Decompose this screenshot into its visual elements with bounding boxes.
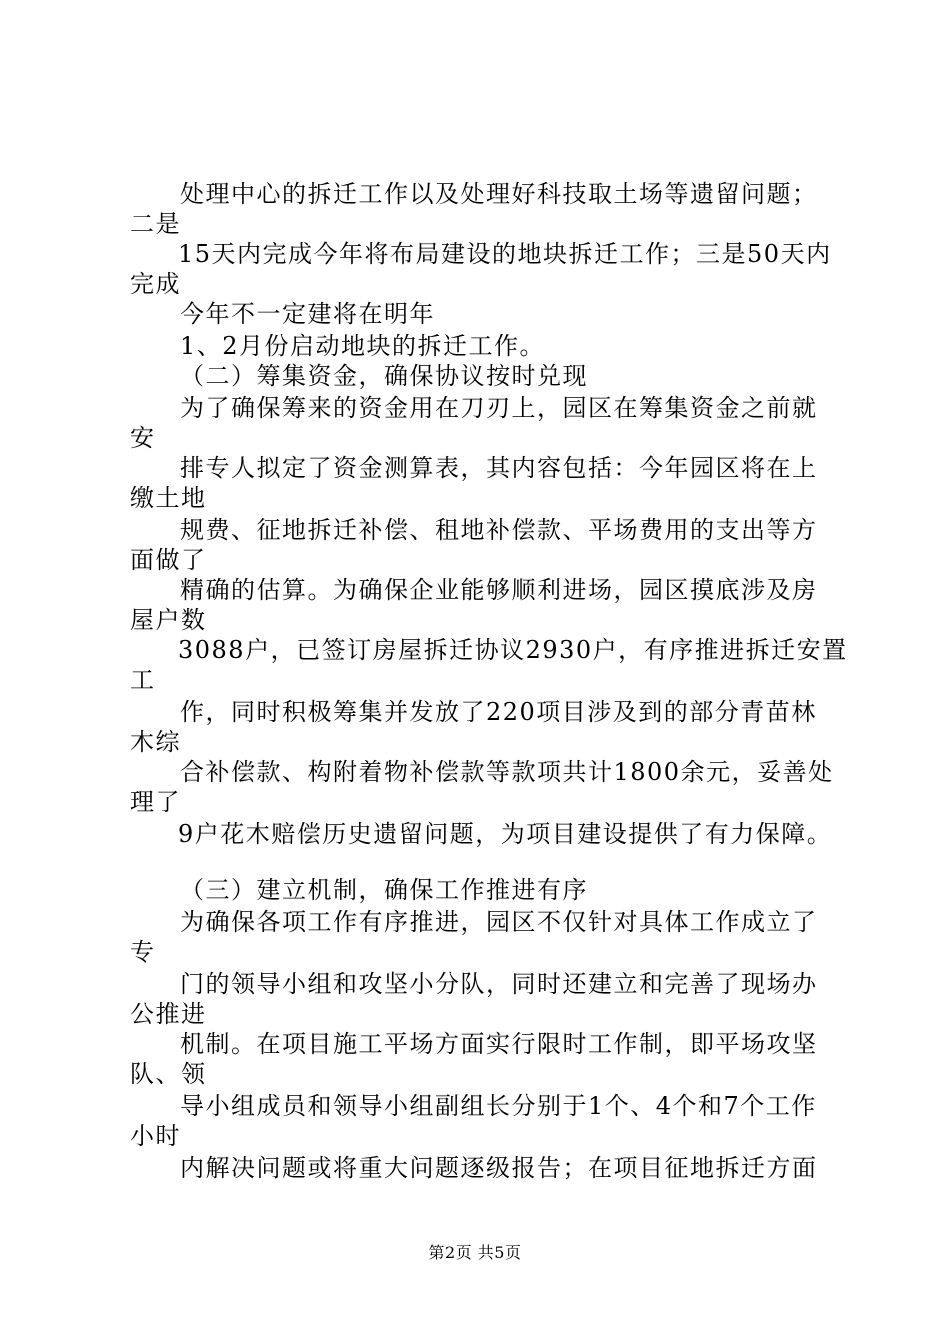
text-line: 专	[130, 938, 156, 966]
section-heading: （二）筹集资金，确保协议按时兑现	[180, 362, 588, 390]
text-line: 今年不一定建将在明年	[180, 300, 435, 328]
page-number-footer: 第2页 共5页	[428, 1243, 522, 1262]
text-line: 3088户，已签订房屋拆迁协议2930户，有序推进拆迁安置	[178, 636, 848, 664]
text-line: 缴土地	[130, 484, 207, 512]
text-line: 面做了	[130, 546, 207, 574]
text-line: 精确的估算。为确保企业能够顺利进场，园区摸底涉及房	[180, 576, 818, 604]
text-line: 二是	[130, 210, 181, 238]
text-line: 木综	[130, 728, 181, 756]
text-line: 工	[130, 666, 156, 694]
section-heading: （三）建立机制，确保工作推进有序	[180, 876, 588, 904]
text-line: 为确保各项工作有序推进，园区不仅针对具体工作成立了	[180, 908, 818, 936]
text-line: 排专人拟定了资金测算表，其内容包括：今年园区将在上	[180, 454, 818, 482]
text-line: 导小组成员和领导小组副组长分别于1个、4个和7个工作	[180, 1092, 817, 1120]
text-line: 屋户数	[130, 606, 207, 634]
text-line: 1、2月份启动地块的拆迁工作。	[180, 332, 546, 360]
text-line: 门的领导小组和攻坚小分队，同时还建立和完善了现场办	[180, 970, 818, 998]
text-line: 为了确保筹来的资金用在刀刃上，园区在筹集资金之前就	[180, 394, 818, 422]
text-line: 处理中心的拆迁工作以及处理好科技取土场等遗留问题；	[180, 180, 818, 208]
text-line: 作，同时积极筹集并发放了220项目涉及到的部分青苗林	[180, 698, 817, 726]
text-line: 理了	[130, 788, 181, 816]
text-line: 小时	[130, 1122, 181, 1150]
text-line: 队、领	[130, 1060, 207, 1088]
text-line: 9户花木赔偿历史遗留问题，为项目建设提供了有力保障。	[178, 820, 833, 848]
text-line: 内解决问题或将重大问题逐级报告；在项目征地拆迁方面	[180, 1154, 818, 1182]
text-line: 完成	[130, 270, 181, 298]
text-line: 规费、征地拆迁补偿、租地补偿款、平场费用的支出等方	[180, 516, 818, 544]
text-line: 公推进	[130, 1000, 207, 1028]
text-line: 机制。在项目施工平场方面实行限时工作制，即平场攻坚	[180, 1030, 818, 1058]
text-line: 合补偿款、构附着物补偿款等款项共计1800余元，妥善处	[180, 758, 834, 786]
text-line: 15天内完成今年将布局建设的地块拆迁工作；三是50天内	[178, 240, 832, 268]
text-line: 安	[130, 424, 156, 452]
